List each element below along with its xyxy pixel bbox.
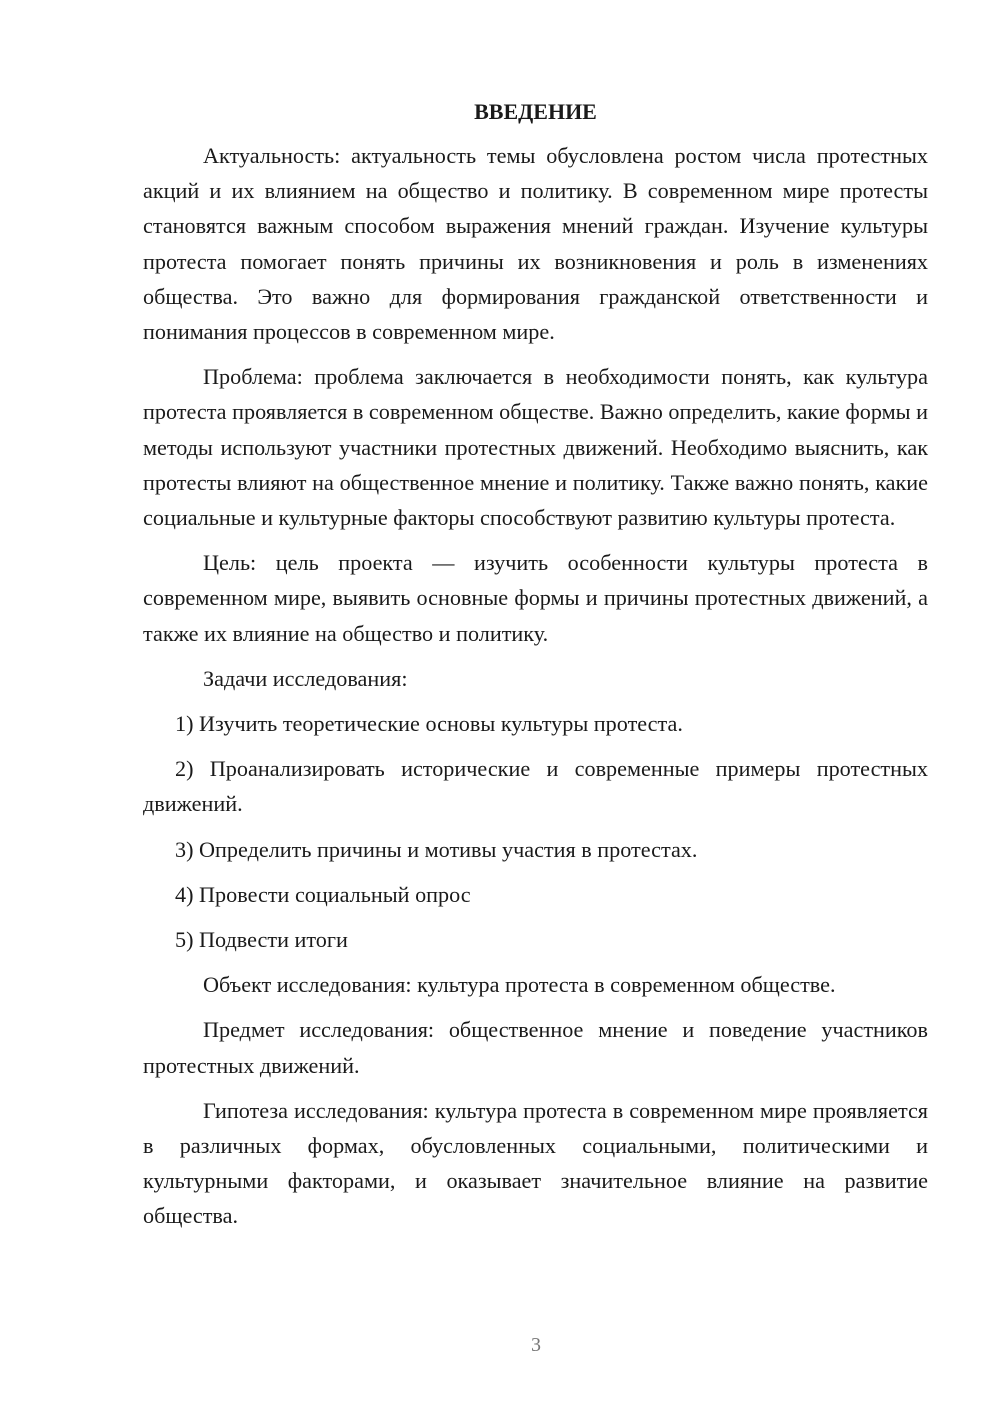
list-item: 2) Проанализировать исторические и современные примеры протестных движений. [143,756,928,817]
list-item: 1) Изучить теоретические основы культуры протеста. [175,711,683,737]
page-number: 3 [531,1334,541,1356]
paragraph-object: Объект исследования: культура протеста в современном обществе. [203,972,836,998]
paragraph-subject: Предмет исследования: общественное мнение и поведение участников протестных движений. [143,1017,928,1078]
tasks-heading: Задачи исследования: [203,665,408,691]
list-item: 4) Провести социальный опрос [175,881,471,907]
list-item: 3) Определить причины и мотивы участия в протестах. [175,836,698,862]
paragraph-hypothesis: Гипотеза исследования: культура протеста в современном мире проявляется в различных формах, обусловленных социальными, политическими и культурными факторами, и оказывает значительное влияние на развитие общества. [143,1097,928,1229]
paragraph-problem: Проблема: проблема заключается в необходимости понять, как культура протеста проявляется в современном обществе. Важно определить, какие формы и методы используют участники протестных движений. Необходимо выяснить, как протесты влияют на общественное мнение и политику. Также важно понять, какие социальные и культурные факторы способствуют развитию культуры протеста. [143,364,928,531]
page-content [143,96,928,1244]
list-item: 5) Подвести итоги [175,927,348,953]
page-title: ВВЕДЕНИЕ [474,99,597,124]
tasks-list [143,706,928,957]
paragraph-goal: Цель: цель проекта — изучить особенности культуры протеста в современном мире, выявить основные формы и причины протестных движений, а также их влияние на общество и политику. [143,550,928,646]
paragraph-relevance: Актуальность: актуальность темы обусловлена ростом числа протестных акций и их влиянием на общество и политику. В современном мире протесты становятся важным способом выражения мнений граждан. Изучение культуры протеста помогает понять причины их возникновения и роль в изменениях общества. Это важно для формирования гражданской ответственности и понимания процессов в современном мире. [143,143,928,345]
